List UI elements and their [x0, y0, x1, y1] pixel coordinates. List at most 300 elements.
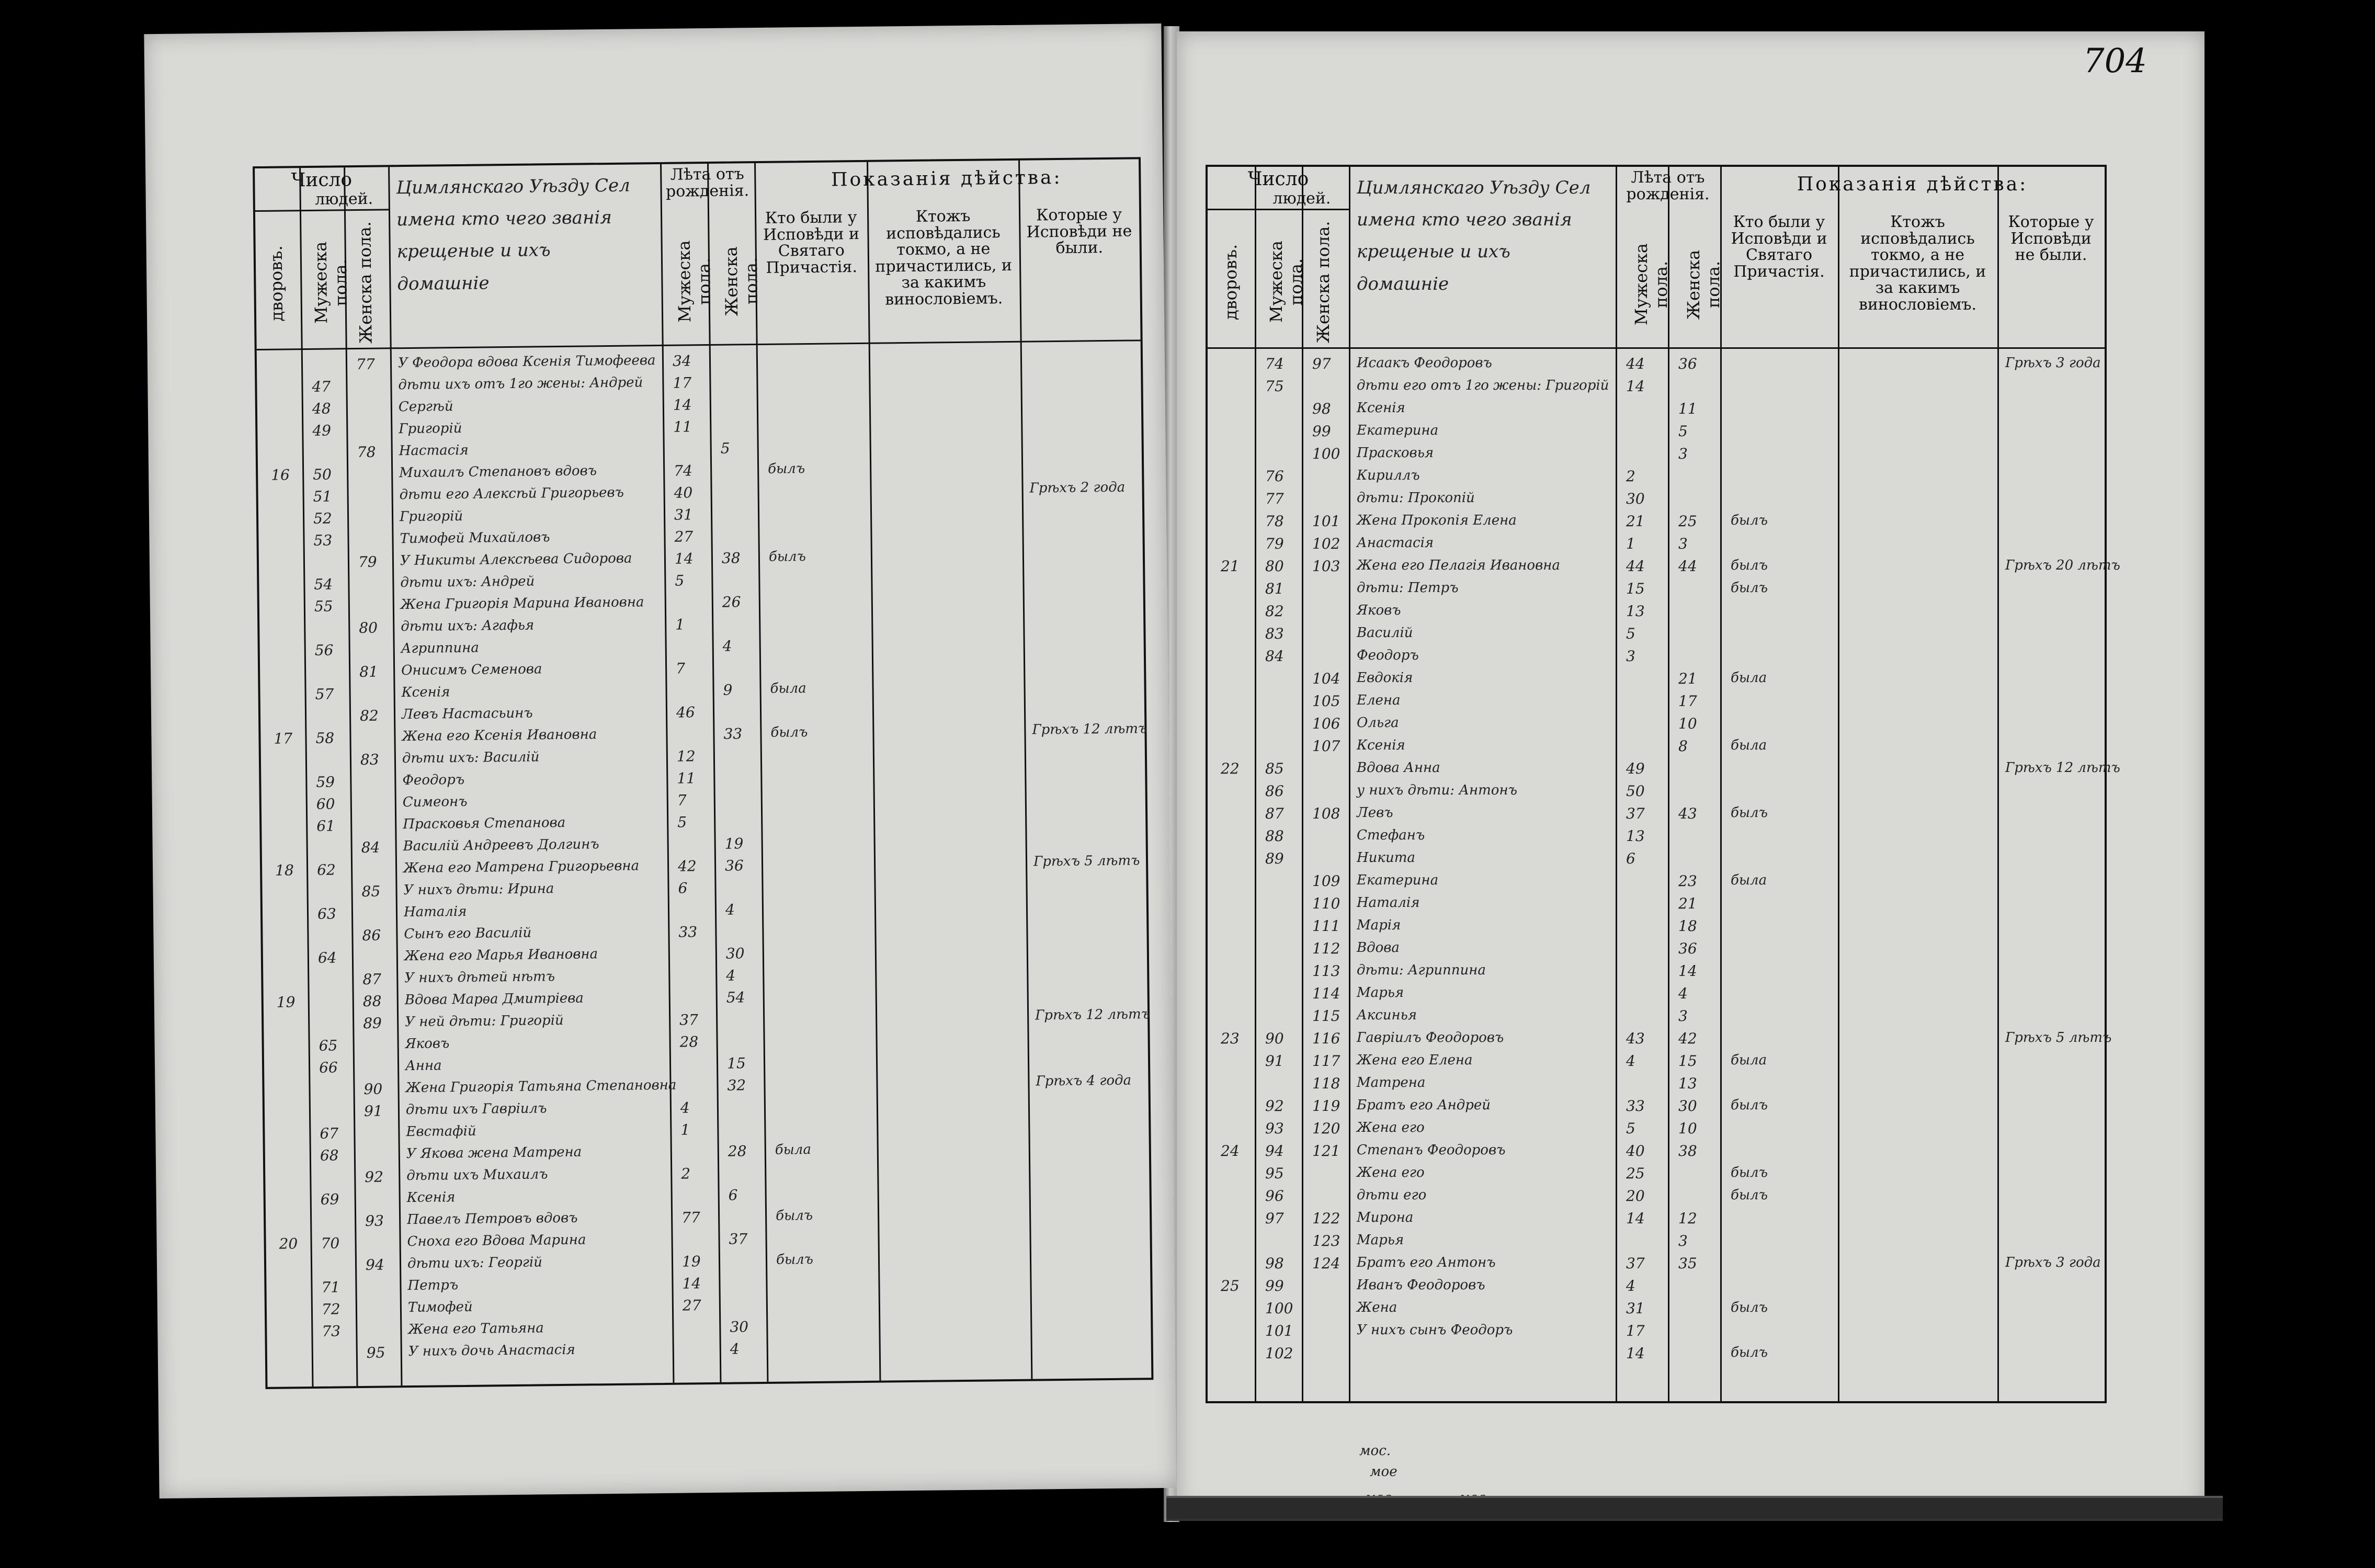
female-number: 95	[366, 1344, 385, 1361]
person-entry: Настасія	[399, 442, 469, 459]
person-entry: Матрена	[1357, 1075, 1426, 1090]
female-number: 91	[363, 1102, 383, 1120]
confessed-mark: былъ	[1731, 805, 1768, 821]
people-header: людей.	[315, 189, 373, 209]
female-age: 8	[1678, 737, 1688, 755]
female-age: 42	[1678, 1030, 1697, 1047]
female-age: 10	[1678, 715, 1697, 732]
footer-note: мое	[1370, 1464, 1397, 1480]
age-header: Лѣта отъ рожденія.	[665, 165, 749, 201]
yard-number: 19	[276, 993, 296, 1011]
male-number: 51	[313, 487, 332, 505]
person-entry: Марья	[1357, 985, 1404, 1001]
male-age: 14	[1626, 1210, 1645, 1227]
not-confessed-note: Грѣхъ 20 лѣтъ	[2005, 558, 2120, 573]
person-entry: Жена Григорія Татьяна Степановна	[405, 1077, 677, 1096]
actions-header: Показанія дѣйства:	[1797, 174, 2028, 195]
female-number: 119	[1312, 1097, 1340, 1115]
yards-header: дворовъ.	[266, 245, 287, 322]
female-number: 110	[1312, 895, 1340, 912]
person-entry: дѣти ихъ: Андрей	[400, 573, 535, 591]
female-number: 78	[357, 443, 376, 461]
person-entry: У ней дѣти: Григорій	[405, 1012, 564, 1030]
female-number: 117	[1312, 1052, 1340, 1070]
right-title-line: Цимлянскаго Уѣзду Сел	[1357, 177, 1591, 198]
male-number: 70	[321, 1234, 340, 1252]
person-entry: Яковъ	[1357, 603, 1401, 618]
person-entry: дѣти его отъ 1го жены: Григорій	[1357, 378, 1609, 393]
person-entry: Гавріилъ Феодоровъ	[1357, 1030, 1504, 1046]
person-entry: Жена Прокопія Елена	[1357, 513, 1517, 528]
female-age: 25	[1678, 513, 1697, 530]
left-title-line: крещеные и ихъ	[396, 240, 551, 263]
person-entry: Павелъ Петровъ вдовъ	[407, 1210, 578, 1228]
male-number: 56	[314, 641, 334, 659]
male-age: 31	[1626, 1300, 1645, 1317]
confessed-mark: былъ	[775, 1207, 813, 1224]
col-confessed	[1720, 167, 1839, 1401]
confessed-mark: былъ	[776, 1251, 814, 1268]
person-entry: Вдова Анна	[1357, 760, 1440, 776]
male-age: 5	[677, 813, 687, 831]
not-confessed-note: Грѣхъ 5 лѣтъ	[2005, 1030, 2112, 1046]
male-age: 17	[1626, 1322, 1645, 1339]
female-age: 3	[1678, 445, 1688, 462]
male-number: 71	[321, 1278, 340, 1296]
male-number: 89	[1265, 850, 1284, 867]
confessed-mark: былъ	[768, 461, 805, 477]
male-age: 42	[677, 857, 697, 875]
male-age: 74	[674, 462, 693, 480]
person-entry: Жена его Марья Ивановна	[404, 946, 598, 964]
left-title-line: домашніе	[397, 272, 490, 294]
person-entry: Ксенія	[401, 684, 450, 701]
female-number: 82	[359, 707, 379, 725]
male-number: 81	[1265, 580, 1284, 597]
person-entry: дѣти его Алексѣй Григорьевъ	[399, 484, 624, 503]
female-age: 11	[1678, 400, 1697, 417]
person-entry: Жена	[1357, 1300, 1397, 1315]
confessed-mark: была	[770, 680, 806, 697]
not-confessed-note: Грѣхъ 5 лѣтъ	[1033, 853, 1140, 870]
male-age: 19	[681, 1253, 701, 1270]
female-number: 115	[1312, 1007, 1340, 1025]
female-header: Женска пола.	[355, 221, 376, 344]
male-age: 7	[677, 791, 687, 809]
female-number: 122	[1312, 1210, 1340, 1227]
male-age: 5	[1626, 1120, 1635, 1137]
person-entry: Феодоръ	[402, 771, 465, 789]
female-age: 37	[729, 1230, 748, 1248]
male-number: 76	[1265, 468, 1284, 485]
people-header: людей.	[1272, 189, 1331, 208]
female-number: 124	[1312, 1255, 1340, 1272]
female-number: 97	[1312, 355, 1331, 372]
male-age: 2	[681, 1165, 691, 1183]
male-number: 75	[1265, 378, 1284, 395]
person-entry: Жена его Елена	[1357, 1052, 1473, 1068]
female-age: 4	[722, 637, 732, 655]
female-age: 21	[1678, 670, 1697, 687]
female-number: 81	[359, 663, 378, 681]
female-age: 4	[730, 1340, 740, 1358]
right-title-line: домашніе	[1357, 273, 1449, 294]
male-number: 64	[317, 949, 337, 967]
female-age: 3	[1678, 1232, 1688, 1249]
person-entry: У нихъ сынъ Феодоръ	[1357, 1322, 1513, 1338]
person-entry: Наталія	[403, 903, 467, 921]
confessed-mark: была	[1731, 670, 1767, 686]
person-entry: Исаакъ Феодоровъ	[1357, 355, 1492, 371]
male-age: 34	[672, 352, 691, 370]
confessed-mark: былъ	[770, 724, 808, 741]
male-age: 43	[1626, 1030, 1645, 1047]
male-age: 20	[1626, 1187, 1645, 1205]
person-entry: Анастасія	[1357, 535, 1434, 551]
female-age: 18	[1678, 917, 1697, 935]
left-title-line: Цимлянскаго Уѣзду Сел	[396, 175, 631, 199]
yard-number: 25	[1221, 1277, 1240, 1294]
female-age: 32	[727, 1076, 746, 1094]
male-age: 37	[1626, 1255, 1645, 1272]
female-number: 94	[365, 1256, 384, 1274]
person-entry: Наталія	[1357, 895, 1420, 911]
female-number: 101	[1312, 513, 1340, 530]
male-number: 63	[317, 905, 336, 923]
male-number: 66	[319, 1059, 338, 1076]
person-entry: Вдова	[1357, 940, 1400, 956]
male-age: 31	[674, 506, 693, 524]
person-entry: Левъ	[1357, 805, 1393, 821]
right-title-line: имена кто чего званія	[1357, 209, 1572, 231]
female-number: 116	[1312, 1030, 1340, 1047]
person-entry: Жена его Матрена Григорьевна	[403, 858, 640, 877]
person-entry: дѣти: Прокопій	[1357, 490, 1475, 506]
female-number: 121	[1312, 1142, 1340, 1160]
female-age: 4	[725, 901, 735, 918]
male-age: 40	[674, 484, 693, 502]
not-confessed-note: Грѣхъ 12 лѣтъ	[1032, 721, 1147, 738]
male-number: 52	[313, 509, 332, 527]
male-age: 33	[678, 923, 698, 941]
female-age: 35	[1678, 1255, 1697, 1272]
confessed-mark: былъ	[1731, 558, 1768, 573]
person-entry: Онисимъ Семенова	[401, 661, 542, 679]
male-number: 95	[1265, 1165, 1284, 1182]
male-number: 73	[322, 1322, 341, 1340]
male-number: 47	[312, 378, 331, 395]
male-number: 79	[1265, 535, 1284, 552]
female-age: 33	[723, 725, 743, 743]
count-header: Число	[1247, 168, 1309, 190]
male-number: 90	[1265, 1030, 1284, 1047]
confessed-mark: былъ	[1731, 1300, 1768, 1315]
female-number: 98	[1312, 400, 1331, 417]
not-confessed-header: Которые у Исповѣди не были.	[1026, 205, 1132, 258]
female-number: 92	[365, 1168, 384, 1186]
person-entry: дѣти ихъ Гавріилъ	[405, 1100, 547, 1118]
confessed-mark: былъ	[1731, 1345, 1768, 1360]
male-number: 80	[1265, 558, 1284, 575]
male-number: 77	[1265, 490, 1284, 507]
not-confessed-note: Грѣхъ 3 года	[2005, 355, 2101, 371]
female-number: 109	[1312, 872, 1340, 890]
female-age: 21	[1678, 895, 1697, 912]
person-entry: дѣти ихъ отъ 1го жены: Андрей	[398, 374, 643, 393]
person-entry: Степанъ Феодоровъ	[1357, 1142, 1506, 1158]
male-age: 14	[1626, 1345, 1645, 1362]
person-entry: дѣти ихъ: Агафья	[401, 617, 535, 635]
person-entry: Агриппина	[401, 640, 479, 657]
not-confessed-note: Грѣхъ 4 года	[1036, 1072, 1132, 1089]
person-entry: Сергѣй	[398, 399, 453, 415]
female-age: 3	[1678, 535, 1688, 552]
not-confessed-header: Которые у Исповѣди не были.	[2008, 213, 2094, 264]
male-age: 14	[673, 396, 692, 414]
female-number: 83	[360, 751, 379, 769]
not-confessed-note: Грѣхъ 12 лѣтъ	[1035, 1006, 1151, 1024]
person-entry: Стефанъ	[1357, 827, 1425, 843]
male-age: 7	[675, 660, 686, 677]
person-entry: Жена его Татьяна	[408, 1320, 544, 1338]
male-number: 54	[314, 575, 333, 593]
male-number: 60	[316, 795, 335, 813]
male-number: 78	[1265, 513, 1284, 530]
left-title-hand	[396, 170, 631, 300]
person-entry: Екатерина	[1357, 872, 1439, 888]
person-entry: Елена	[1357, 692, 1401, 708]
male-number: 62	[316, 861, 336, 879]
page-number: 704	[2083, 42, 2147, 81]
right-title-line: крещеные и ихъ	[1357, 241, 1510, 263]
male-number: 87	[1265, 805, 1284, 822]
person-entry: дѣти его	[1357, 1187, 1427, 1203]
person-entry: Сноха его Вдова Марина	[407, 1232, 586, 1250]
female-number: 89	[363, 1014, 382, 1032]
yards-header: дворовъ.	[1221, 244, 1241, 320]
male-number: 97	[1265, 1210, 1284, 1227]
male-age: 11	[673, 418, 692, 436]
confessed-mark: былъ	[1731, 513, 1768, 528]
male-number: 61	[316, 817, 336, 835]
person-entry: Ксенія	[1357, 400, 1405, 416]
person-entry: Михаилъ Степановъ вдовъ	[399, 463, 597, 481]
male-number: 100	[1265, 1300, 1293, 1317]
left-title-line: имена кто чего званія	[396, 207, 612, 231]
yard-number: 24	[1221, 1142, 1240, 1160]
confessed-mark: былъ	[1731, 1097, 1768, 1113]
person-entry: Мирона	[1357, 1210, 1414, 1225]
person-entry: Яковъ	[405, 1036, 450, 1052]
not-confessed-note: Грѣхъ 12 лѣтъ	[2005, 760, 2120, 776]
col-yards	[1208, 167, 1256, 1401]
female-age: 36	[1678, 355, 1697, 372]
female-age: 6	[728, 1186, 738, 1204]
yard-number: 22	[1221, 760, 1240, 777]
yard-number: 20	[279, 1235, 298, 1253]
male-number: 59	[316, 773, 335, 791]
male-number: 74	[1265, 355, 1284, 372]
male-age: 1	[680, 1121, 690, 1139]
female-number: 86	[362, 926, 381, 944]
person-entry: У нихъ дѣтей нѣтъ	[404, 969, 555, 986]
female-header: Женска пола.	[1313, 221, 1333, 343]
footer-note: мос.	[1359, 1443, 1391, 1459]
person-entry: Жена его	[1357, 1165, 1425, 1180]
person-entry: у нихъ дѣти: Антонъ	[1357, 782, 1517, 798]
female-age: 4	[726, 967, 736, 984]
person-entry: Никита	[1357, 850, 1415, 866]
female-number: 112	[1312, 940, 1340, 957]
male-number: 53	[313, 531, 333, 549]
female-number: 100	[1312, 445, 1340, 462]
male-age: 37	[679, 1011, 698, 1029]
person-entry: Кириллъ	[1357, 468, 1420, 483]
female-age: 43	[1678, 805, 1697, 822]
yard-number: 16	[271, 466, 290, 484]
female-age: 14	[1678, 962, 1697, 980]
male-number: 49	[312, 422, 332, 439]
person-entry: Екатерина	[1357, 423, 1439, 438]
male-header: Мужеска пола.	[1266, 241, 1306, 323]
not-confessed-note: Грѣхъ 2 года	[1029, 479, 1126, 496]
female-age: 9	[723, 681, 733, 699]
female-number: 114	[1312, 985, 1340, 1002]
person-entry: Иванъ Феодоровъ	[1357, 1277, 1485, 1293]
person-entry: Василій Андреевъ Долгинъ	[403, 836, 599, 855]
male-number: 102	[1265, 1345, 1293, 1362]
female-number: 77	[356, 355, 375, 373]
person-entry: Василій	[1357, 625, 1413, 641]
male-number: 57	[315, 685, 334, 703]
female-number: 105	[1312, 692, 1340, 710]
confessed-mark: была	[775, 1142, 812, 1158]
male-age: 30	[1626, 490, 1645, 507]
female-age: 3	[1678, 1007, 1688, 1025]
person-entry: Ксенія	[1357, 737, 1405, 753]
person-entry: Ксенія	[406, 1189, 456, 1206]
male-age: 33	[1626, 1097, 1645, 1115]
person-entry: У Никиты Алексѣева Сидорова	[400, 550, 632, 569]
male-age: 77	[681, 1209, 700, 1226]
person-entry: Симеонъ	[402, 793, 468, 811]
female-age: 26	[722, 593, 741, 611]
male-number: 86	[1265, 782, 1284, 800]
left-register-table	[253, 157, 1153, 1389]
person-entry: У Феодора вдова Ксенія Тимофеева	[397, 353, 656, 371]
female-age: 15	[726, 1054, 746, 1072]
person-entry: Тимофей Михайловъ	[400, 529, 550, 547]
female-age: 12	[1678, 1210, 1697, 1227]
male-age: 49	[1626, 760, 1645, 777]
female-age: 30	[1678, 1097, 1697, 1115]
male-age: 5	[675, 572, 685, 589]
male-age: 14	[1626, 378, 1645, 395]
male-age: 4	[1626, 1277, 1635, 1294]
male-age: 2	[1626, 468, 1635, 485]
female-number: 106	[1312, 715, 1340, 732]
male-age: 28	[679, 1033, 699, 1051]
person-entry: У Якова жена Матрена	[406, 1144, 582, 1162]
female-number: 111	[1312, 917, 1340, 935]
female-age: 5	[1678, 423, 1688, 440]
female-number: 85	[361, 882, 381, 900]
female-age: 44	[1678, 558, 1697, 575]
confessed-header: Кто были у Исповѣди и Святаго Причастія.	[763, 208, 860, 277]
yard-number: 23	[1221, 1030, 1240, 1047]
male-age: 17	[673, 374, 692, 392]
not-confessed-note: Грѣхъ 3 года	[2005, 1255, 2101, 1270]
male-number: 48	[312, 400, 331, 417]
person-entry: Петръ	[407, 1277, 459, 1294]
right-register-table	[1206, 165, 2120, 1480]
female-age: 17	[1678, 692, 1697, 710]
male-age: 25	[1626, 1165, 1645, 1182]
only-confessed-header: Ктожъ исповѣдались токмо, а не причастились, и за какимъ винословіемъ.	[875, 207, 1013, 309]
male-number: 50	[313, 465, 332, 483]
female-age: 13	[1678, 1075, 1697, 1092]
male-age: 13	[1626, 827, 1645, 845]
person-entry: Прасковья	[1357, 445, 1434, 461]
female-age: 54	[726, 988, 745, 1006]
person-entry: Вдова Марѳа Дмитріева	[404, 990, 584, 1008]
age-female-header: Женска пола.	[1684, 249, 1723, 320]
female-number: 84	[361, 838, 380, 856]
confessed-mark: былъ	[1731, 1165, 1768, 1180]
yard-number: 17	[274, 730, 293, 747]
female-number: 102	[1312, 535, 1340, 552]
male-number: 58	[315, 729, 335, 747]
male-header: Мужеска пола.	[310, 242, 351, 324]
age-male-header: Мужеска пола.	[1631, 243, 1671, 326]
col-only-confessed	[1838, 167, 1999, 1401]
person-entry: Григорій	[399, 420, 462, 437]
male-number: 67	[320, 1124, 339, 1142]
age-male-header: Мужеска пола.	[674, 240, 714, 323]
male-age: 14	[682, 1275, 701, 1292]
female-number: 87	[362, 970, 382, 988]
male-number: 84	[1265, 647, 1284, 665]
confessed-header: Кто были у Исповѣди и Святаго Причастія.	[1731, 213, 1827, 281]
person-entry: дѣти ихъ: Георгій	[407, 1254, 543, 1272]
female-number: 108	[1312, 805, 1340, 822]
male-number: 93	[1265, 1120, 1284, 1137]
person-entry: Григорій	[399, 508, 463, 525]
female-number: 99	[1312, 423, 1331, 440]
male-number: 65	[319, 1037, 338, 1054]
male-age: 1	[675, 616, 685, 633]
male-number: 101	[1265, 1322, 1293, 1339]
person-entry: Жена Григорія Марина Ивановна	[400, 594, 644, 613]
male-number: 98	[1265, 1255, 1284, 1272]
female-age: 36	[1678, 940, 1697, 957]
person-entry: Жена его Ксенія Ивановна	[402, 726, 597, 745]
female-number: 104	[1312, 670, 1340, 687]
male-age: 14	[674, 550, 694, 567]
male-number: 88	[1265, 827, 1284, 845]
person-entry: Евстафій	[406, 1123, 476, 1140]
left-page	[144, 24, 1176, 1498]
female-number: 107	[1312, 737, 1340, 755]
male-age: 37	[1626, 805, 1645, 822]
person-entry: Аксинья	[1357, 1007, 1417, 1023]
female-age: 36	[724, 857, 744, 874]
male-number: 69	[320, 1190, 339, 1208]
male-age: 12	[676, 747, 696, 765]
female-age: 30	[725, 945, 745, 962]
female-number: 118	[1312, 1075, 1340, 1092]
person-entry: Братъ его Андрей	[1357, 1097, 1491, 1113]
